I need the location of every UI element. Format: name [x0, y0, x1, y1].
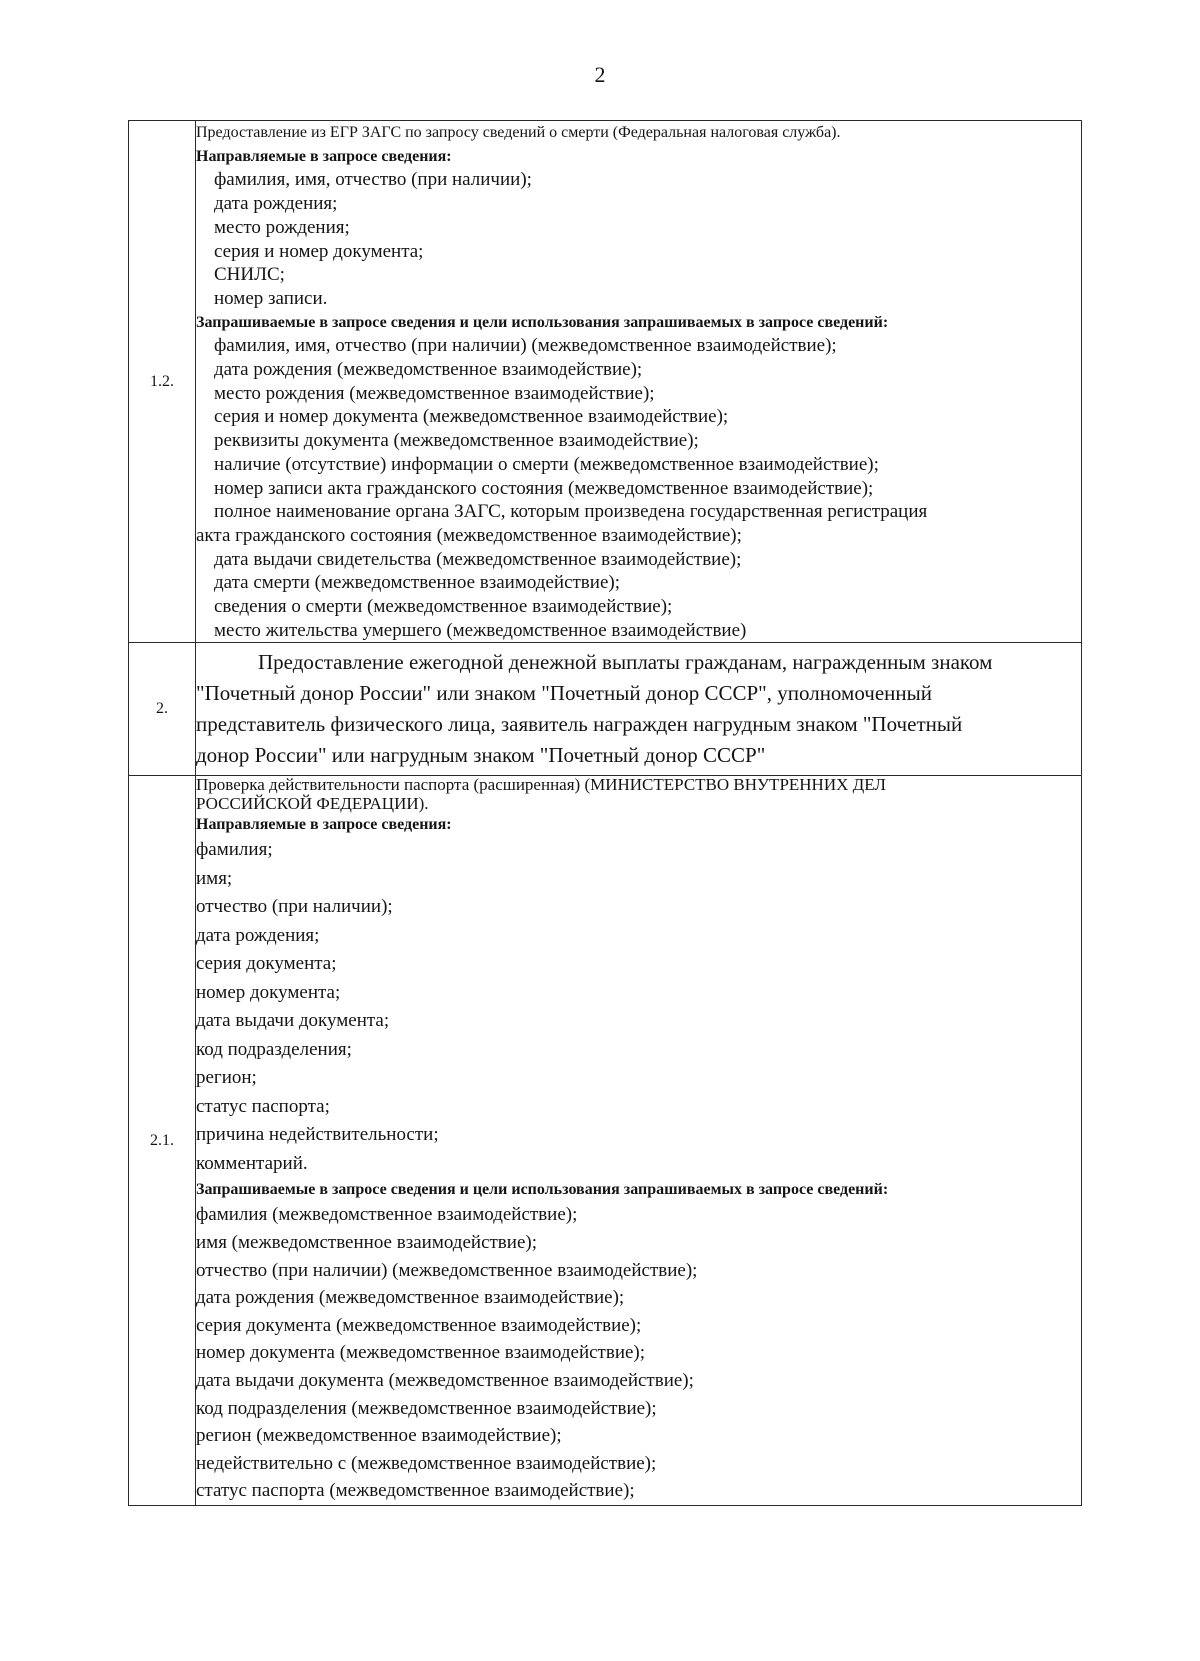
list-item: статус паспорта;	[196, 1095, 330, 1117]
list-item: серия документа;	[196, 953, 337, 975]
list-item: номер записи акта гражданского состояния (межведомственное взаимодействие);	[214, 477, 874, 499]
list-item: акта гражданского состояния (межведомственное взаимодействие);	[196, 524, 742, 546]
list-item: наличие (отсутствие) информации о смерти (межведомственное взаимодействие);	[214, 453, 879, 475]
list-item: дата рождения (межведомственное взаимодействие);	[214, 359, 643, 381]
list-item: полное наименование органа ЗАГС, которым произведена государственная регистрация	[214, 501, 928, 523]
list-item: недействительно с (межведомственное взаимодействие);	[196, 1452, 657, 1474]
list-item: код подразделения (межведомственное взаимодействие);	[196, 1397, 657, 1419]
list-item: место рождения (межведомственное взаимодействие);	[214, 382, 655, 404]
row-content	[196, 121, 1082, 643]
list-item: имя (межведомственное взаимодействие);	[196, 1232, 537, 1254]
list-item: код подразделения;	[196, 1038, 352, 1060]
list-item: регион;	[196, 1067, 257, 1089]
list-item: номер записи.	[214, 287, 328, 309]
list-item: дата рождения (межведомственное взаимодействие);	[196, 1287, 625, 1309]
service-title: Предоставление из ЕГР ЗАГС по запросу сведений о смерти (Федеральная налоговая служба).	[196, 124, 841, 141]
table-row-1-2	[129, 121, 1082, 643]
list-item: серия документа (межведомственное взаимодействие);	[196, 1314, 642, 1336]
list-item: дата выдачи документа;	[196, 1010, 390, 1032]
list-item: статус паспорта (межведомственное взаимодействие);	[196, 1480, 635, 1502]
list-item: дата рождения;	[214, 193, 338, 215]
service-title-line: представитель физического лица, заявитель награжден нагрудным знаком "Почетный	[196, 712, 963, 737]
row-number: 1.2.	[129, 121, 196, 643]
sent-heading: Направляемые в запросе сведения:	[196, 147, 452, 165]
list-item: отчество (при наличии);	[196, 896, 393, 918]
list-item: дата смерти (межведомственное взаимодействие);	[214, 572, 620, 594]
service-title-line: "Почетный донор России" или знаком "Почетный донор СССР", уполномоченный	[196, 681, 932, 706]
service-title-line: Проверка действительности паспорта (расширенная) (МИНИСТЕРСТВО ВНУТРЕННИХ ДЕЛ	[196, 775, 886, 795]
list-item: серия и номер документа;	[214, 240, 424, 262]
list-item: отчество (при наличии) (межведомственное взаимодействие);	[196, 1259, 698, 1281]
list-item: СНИЛС;	[214, 264, 285, 286]
row-content	[196, 776, 1082, 1506]
list-item: номер документа (межведомственное взаимодействие);	[196, 1342, 646, 1364]
service-title-line: РОССИЙСКОЙ ФЕДЕРАЦИИ).	[196, 793, 429, 813]
list-item: причина недействительности;	[196, 1124, 439, 1146]
service-title-line: Предоставление ежегодной денежной выплаты гражданам, награжденным знаком	[258, 650, 993, 675]
row-number: 2.	[129, 643, 196, 776]
list-item: место рождения;	[214, 216, 350, 238]
table-row-2	[129, 643, 1082, 776]
list-item: фамилия (межведомственное взаимодействие);	[196, 1204, 578, 1226]
list-item: комментарий.	[196, 1152, 308, 1174]
service-title-line: донор России" или нагрудным знаком "Почетный донор СССР"	[196, 743, 766, 768]
requested-heading: Запрашиваемые в запросе сведения и цели использования запрашиваемых в запросе сведений:	[196, 1181, 889, 1199]
row-content	[196, 643, 1082, 776]
row-number: 2.1.	[129, 776, 196, 1506]
list-item: сведения о смерти (межведомственное взаимодействие);	[214, 596, 673, 618]
list-item: номер документа;	[196, 981, 341, 1003]
list-item: реквизиты документа (межведомственное взаимодействие);	[214, 430, 699, 452]
list-item: фамилия;	[196, 839, 273, 861]
list-item: дата выдачи свидетельства (межведомственное взаимодействие);	[214, 548, 742, 570]
list-item: фамилия, имя, отчество (при наличии) (межведомственное взаимодействие);	[214, 335, 837, 357]
page-number: 2	[594, 62, 606, 87]
list-item: регион (межведомственное взаимодействие);	[196, 1425, 562, 1447]
list-item: дата выдачи документа (межведомственное взаимодействие);	[196, 1370, 694, 1392]
list-item: серия и номер документа (межведомственное взаимодействие);	[214, 406, 729, 428]
list-item: место жительства умершего (межведомственное взаимодействие)	[214, 619, 747, 641]
list-item: дата рождения;	[196, 924, 320, 946]
list-item: имя;	[196, 867, 233, 889]
requested-heading: Запрашиваемые в запросе сведения и цели использования запрашиваемых в запросе сведений:	[196, 313, 889, 331]
sent-heading: Направляемые в запросе сведения:	[196, 816, 452, 834]
table-row-2-1	[129, 776, 1082, 1506]
list-item: фамилия, имя, отчество (при наличии);	[214, 169, 532, 191]
services-table	[128, 120, 1082, 1506]
